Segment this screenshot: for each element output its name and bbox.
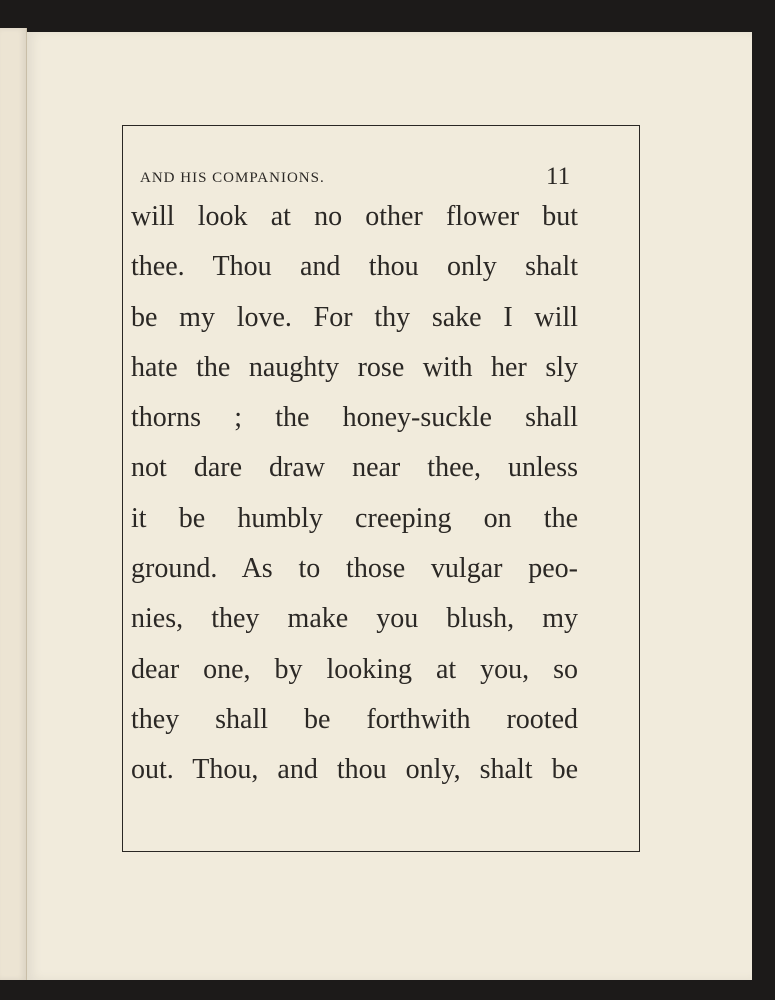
running-title: AND HIS COMPANIONS. [140, 170, 325, 186]
text-line: out. Thou, and thou only, shalt be [131, 754, 578, 786]
text-line: not dare draw near thee, unless [131, 452, 578, 484]
body-text [131, 192, 578, 796]
text-line: thorns ; the honey-suckle shall [131, 402, 578, 434]
text-line: be my love. For thy sake I will [131, 301, 578, 333]
text-line: thee. Thou and thou only shalt [131, 251, 578, 283]
text-line: they shall be forthwith rooted [131, 703, 578, 735]
text-line: ground. As to those vulgar peo- [131, 553, 578, 585]
text-line: dear one, by looking at you, so [131, 653, 578, 685]
text-line: hate the naughty rose with her sly [131, 351, 578, 383]
text-line: nies, they make you blush, my [131, 603, 578, 635]
left-page-edge [0, 28, 27, 980]
page-number: 11 [546, 163, 571, 190]
text-line: will look at no other flower but [131, 201, 578, 232]
text-line: it be humbly creeping on the [131, 502, 578, 534]
